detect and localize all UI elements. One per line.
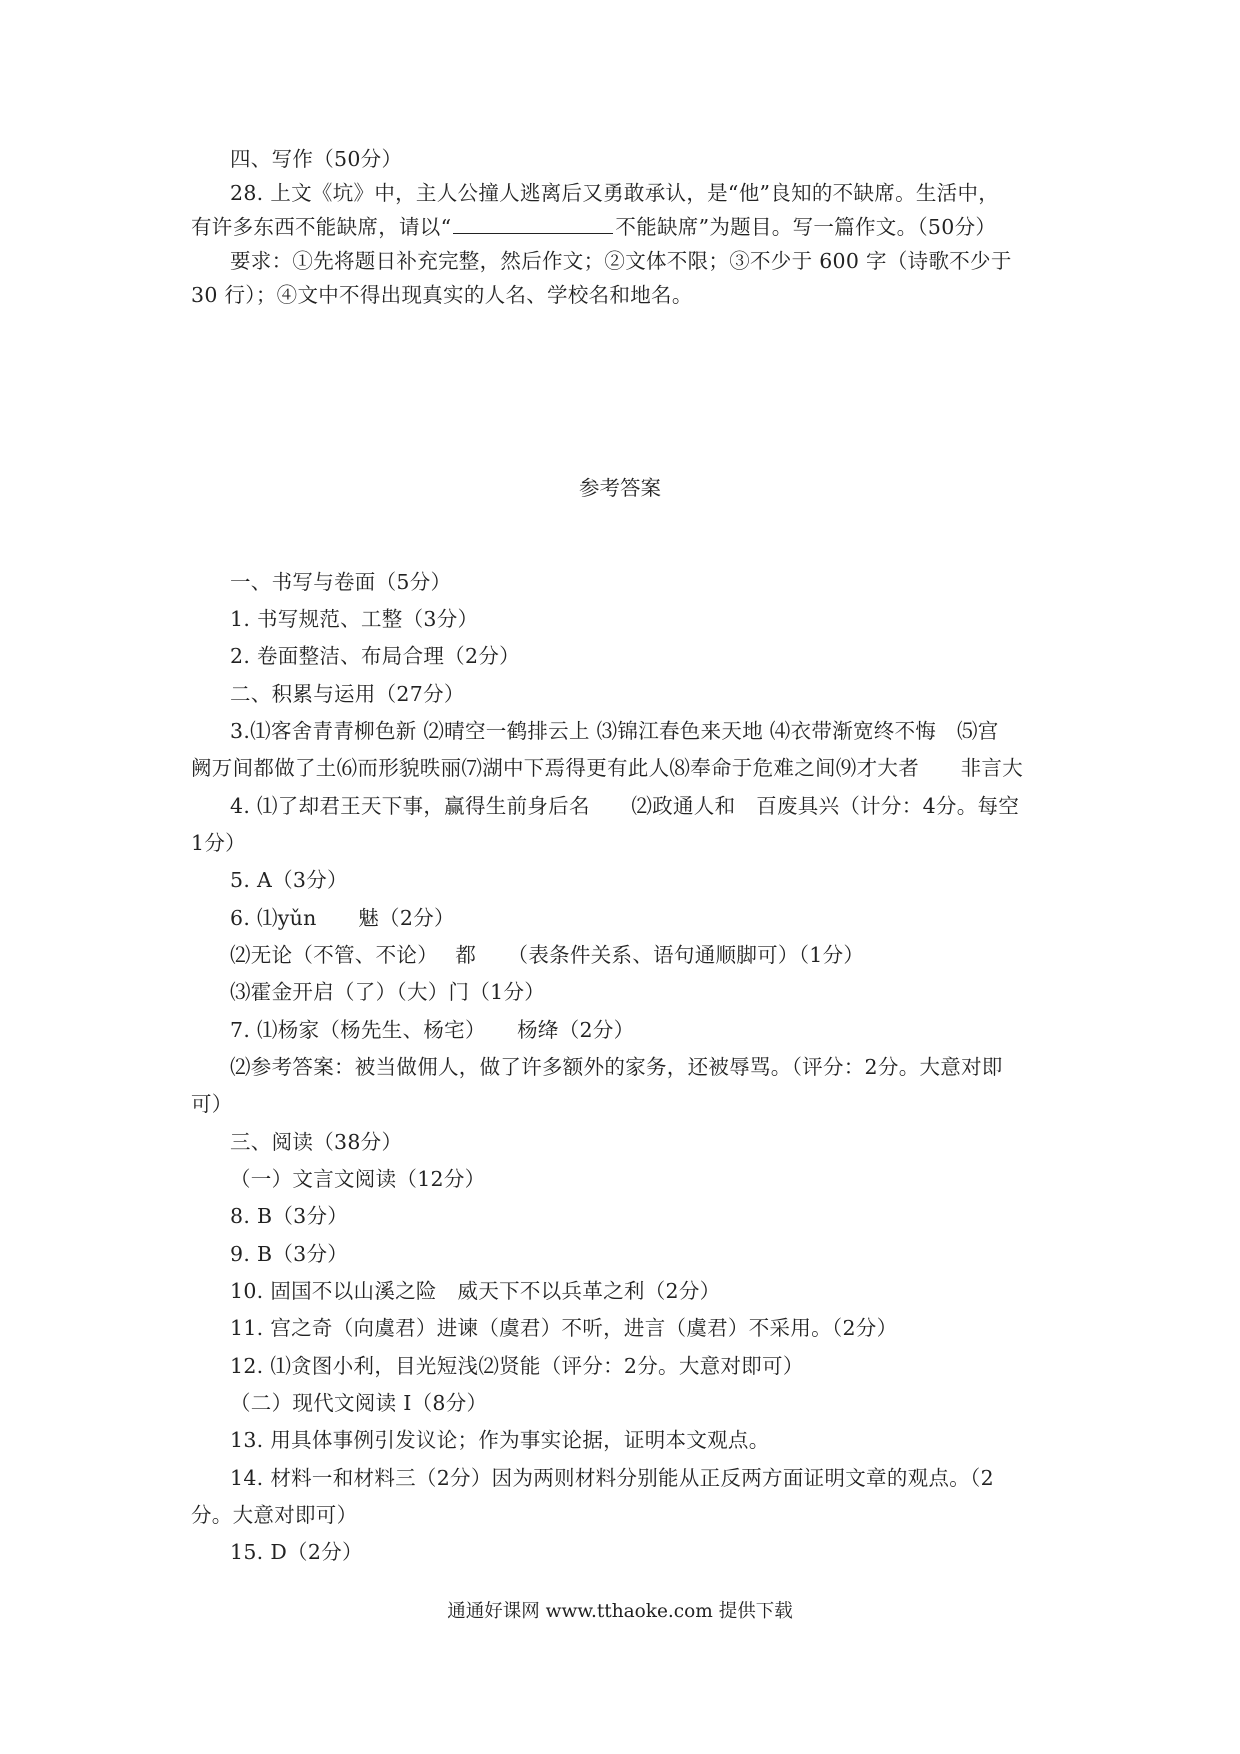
answer-line: 1. 书写规范、工整（3分） (230, 607, 479, 631)
answer-line: 可） (191, 1092, 233, 1116)
answer-line: 阙万间都做了土⑹而形貌昳丽⑺湖中下焉得更有此人⑻奉命于危难之间⑼才大者 非言大 (191, 756, 1023, 780)
answer-line: 14. 材料一和材料三（2分）因为两则材料分别能从正反两方面证明文章的观点。（2 (230, 1466, 994, 1490)
question-28-suffix: 不能缺席”为题目。写一篇作文。（50分） (615, 215, 997, 239)
answer-line: ⑵参考答案：被当做佣人，做了许多额外的家务，还被辱骂。（评分：2分。大意对即 (230, 1055, 1003, 1079)
question-28-line-2 (191, 213, 996, 241)
question-28-line-1: 28. 上文《坑》中，主人公撞人逃离后又勇敢承认，是“他”良知的不缺席。生活中， (230, 181, 1000, 205)
answer-line: 2. 卷面整洁、布局合理（2分） (230, 644, 520, 668)
answer-line: 一、书写与卷面（5分） (230, 570, 452, 594)
title-blank (453, 232, 613, 234)
answer-line: 12. ⑴贪图小利，目光短浅⑵贤能（评分：2分。大意对即可） (230, 1354, 804, 1378)
writing-heading: 四、写作（50分） (230, 147, 403, 171)
answer-line: 1分） (191, 831, 246, 855)
answer-line: 3.⑴客舍青青柳色新 ⑵晴空一鹤排云上 ⑶锦江春色来天地 ⑷衣带渐宽终不悔 ⑸宫 (230, 719, 999, 743)
answer-line: （一）文言文阅读（12分） (230, 1167, 486, 1191)
answer-line: 分。大意对即可） (191, 1503, 358, 1527)
requirements-line-2: 30 行）；④文中不得出现真实的人名、学校名和地名。 (191, 283, 693, 307)
answer-line: ⑶霍金开启（了）（大）门（1分） (230, 980, 546, 1004)
answer-line: 11. 宫之奇（向虞君）进谏（虞君）不听，进言（虞君）不采用。（2分） (230, 1316, 898, 1340)
answer-line: 8. B（3分） (230, 1204, 349, 1228)
answer-line: 15. D（2分） (230, 1540, 363, 1564)
answer-line: 二、积累与运用（27分） (230, 682, 465, 706)
question-28-prefix: 有许多东西不能缺席，请以“ (191, 215, 452, 239)
page-footer: 通通好课网 www.tthaoke.com 提供下载 (447, 1601, 793, 1622)
answer-line: 5. A（3分） (230, 868, 348, 892)
answer-line: 4. ⑴了却君王天下事，赢得生前身后名 ⑵政通人和 百废具兴（计分：4分。每空 (230, 794, 1020, 818)
answer-line: ⑵无论（不管、不论） 都 （表条件关系、语句通顺脚可）（1分） (230, 943, 865, 967)
answer-line: 13. 用具体事例引发议论；作为事实论据，证明本文观点。 (230, 1428, 770, 1452)
answers-title: 参考答案 (579, 476, 661, 500)
requirements-line-1: 要求：①先将题日补充完整，然后作文；②文体不限；③不少于 600 字（诗歌不少于 (230, 249, 1012, 273)
answer-line: 三、阅读（38分） (230, 1130, 403, 1154)
answer-line: 10. 固国不以山溪之险 威天下不以兵革之利（2分） (230, 1279, 721, 1303)
answer-line: （二）现代文阅读 I（8分） (230, 1391, 488, 1415)
answer-line: 7. ⑴杨家（杨先生、杨宅） 杨绛（2分） (230, 1018, 635, 1042)
answer-line: 6. ⑴yǔn 魅（2分） (230, 906, 455, 930)
answer-line: 9. B（3分） (230, 1242, 349, 1266)
